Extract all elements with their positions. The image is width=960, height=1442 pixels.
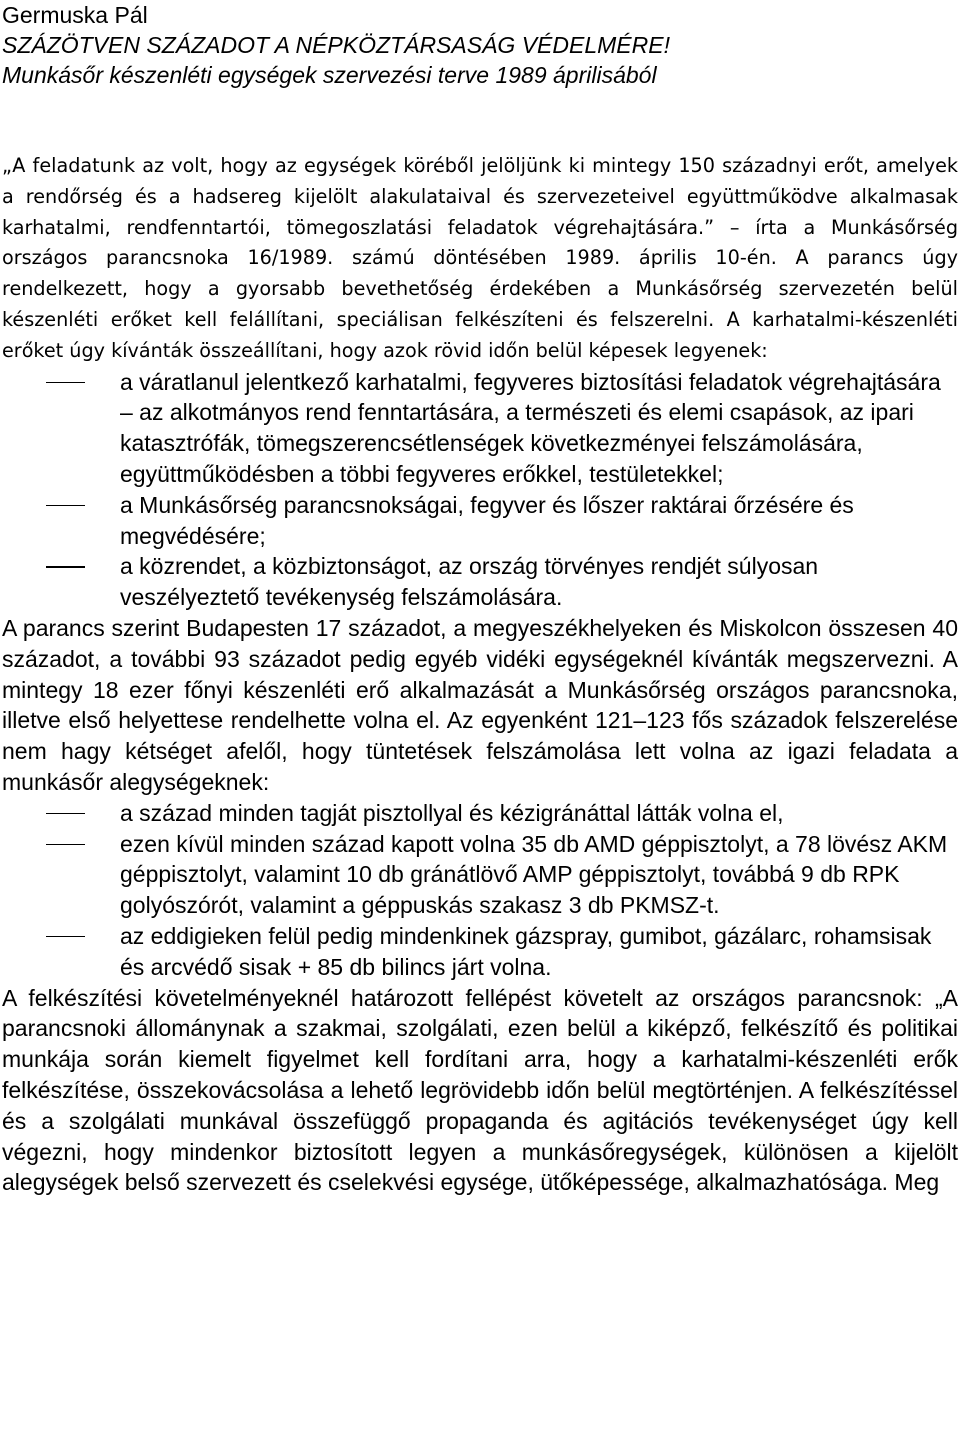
intro-paragraph xyxy=(2,151,958,367)
list-item-text: a század minden tagját pisztollyal és kézigránáttal látták volna el, xyxy=(120,799,784,826)
intro-composition: A karhatalmi-készenléti erőket úgy kívánták összeállítani, hogy azok rövid időn belül képesek legyenek: xyxy=(2,307,958,362)
composition-paragraph: A parancs szerint Budapesten 17 századot, a megyeszékhelyeken és Miskolcon összesen 40 századot, a további 93 századot pedig egyéb vidéki egységeknél kívánták megszervezni. A mintegy 18 ezer főnyi készenléti erő alkalmazását a Munkásőrség országos parancsnoka, illetve első helyettese rendelhette volna el. Az egyenként 121–123 fős századok felszerelése nem hagy kétséget afelől, hogy tüntetések felszámolása lett volna az igazi feladata a munkásőr alegységeknek: xyxy=(2,614,958,795)
document-title: SZÁZÖTVEN SZÁZADOT A NÉPKÖZTÁRSASÁG VÉDELMÉRE! xyxy=(2,32,670,58)
dash-bullet-icon xyxy=(46,566,85,567)
dash-bullet-icon xyxy=(46,936,85,937)
list-item-text: az eddigieken felül pedig mindenkinek gázspray, gumibot, gázálarc, rohamsisak és arcvédő sisak + 85 db bilincs járt volna. xyxy=(120,922,932,980)
list-item-text: a közrendet, a közbiztonságot, az ország törvényes rendjét súlyosan veszélyeztető tevékenység felszámolására. xyxy=(120,553,819,611)
document-subtitle: Munkásőr készenléti egységek szervezési terve 1989 áprilisából xyxy=(2,62,657,88)
list-item xyxy=(2,798,958,829)
dash-bullet-icon xyxy=(46,382,85,383)
intro-quote: „A feladatunk az volt, hogy az egységek köréből jelöljünk ki mintegy 150 századnyi erőt, amelyek a rendőrség és a hadsereg kijelölt alakulataival és szervezeteivel együttműködve alkalmasak karhatalmi, rendfenntartói, tömegoszlatási feladatok végrehajtására.” xyxy=(2,154,958,239)
equipment-list xyxy=(2,798,958,983)
list-item xyxy=(2,490,958,552)
list-item-text: a Munkásőrség parancsnokságai, fegyver és lőszer raktárai őrzésére és megvédésére; xyxy=(120,491,854,549)
intro-order: A parancs úgy rendelkezett, hogy a gyorsabb bevethetőség érdekében a Munkásőrség szervezetén belül készenléti erőket kell felállítani, speciálisan felkészíteni és felszerelni. xyxy=(2,246,958,331)
list-item xyxy=(2,921,958,983)
list-item xyxy=(2,367,958,490)
intro-attribution: – írta a Munkásőrség országos parancsnoka 16/1989. számú döntésében 1989. április 10-én. xyxy=(2,215,958,270)
dash-bullet-icon xyxy=(46,844,85,845)
author-name: Germuska Pál xyxy=(2,2,148,28)
list-item-text: ezen kívül minden század kapott volna 35 db AMD géppisztolyt, a 78 lövész AKM géppisztolyt, valamint 10 db gránátlövő AMP géppisztolyt, továbbá 9 db RPK golyószórót, valamint a géppuskás szakasz 3 db PKMSZ-t. xyxy=(120,830,948,919)
task-list xyxy=(2,367,958,613)
list-item-text: a váratlanul jelentkező karhatalmi, fegyveres biztosítási feladatok végrehajtására – az alkotmányos rend fenntartására, a természeti és elemi csapások, az ipari katasztrófák, tömegszerencsétlenségek következményei felszámolására, együttműködésben a többi fegyveres erőkkel, testületekkel; xyxy=(120,368,941,487)
dash-bullet-icon xyxy=(46,813,85,814)
training-paragraph: A felkészítési követelményeknél határozott fellépést követelt az országos parancsnok: „A parancsnoki állománynak a szakmai, szolgálati, ezen belül a kiképző, felkészítő és politikai munkája során kiemelt figyelmet kell fordítani arra, hogy a karhatalmi-készenléti erők felkészítése, összekovácsolása a lehető legrövidebb időn belül megtörténjen. A felkészítéssel és a szolgálati munkával összefüggő propaganda és agitációs tevékenységet úgy kell végezni, hogy mindenkor biztosított legyen a munkásőregységek, különösen a kijelölt alegységek belső szervezett és cselekvési egysége, ütőképessége, alkalmazhatósága. Meg xyxy=(2,984,958,1196)
list-item xyxy=(2,551,958,613)
dash-bullet-icon xyxy=(46,505,85,506)
header-spacer xyxy=(2,90,958,151)
list-item xyxy=(2,829,958,921)
